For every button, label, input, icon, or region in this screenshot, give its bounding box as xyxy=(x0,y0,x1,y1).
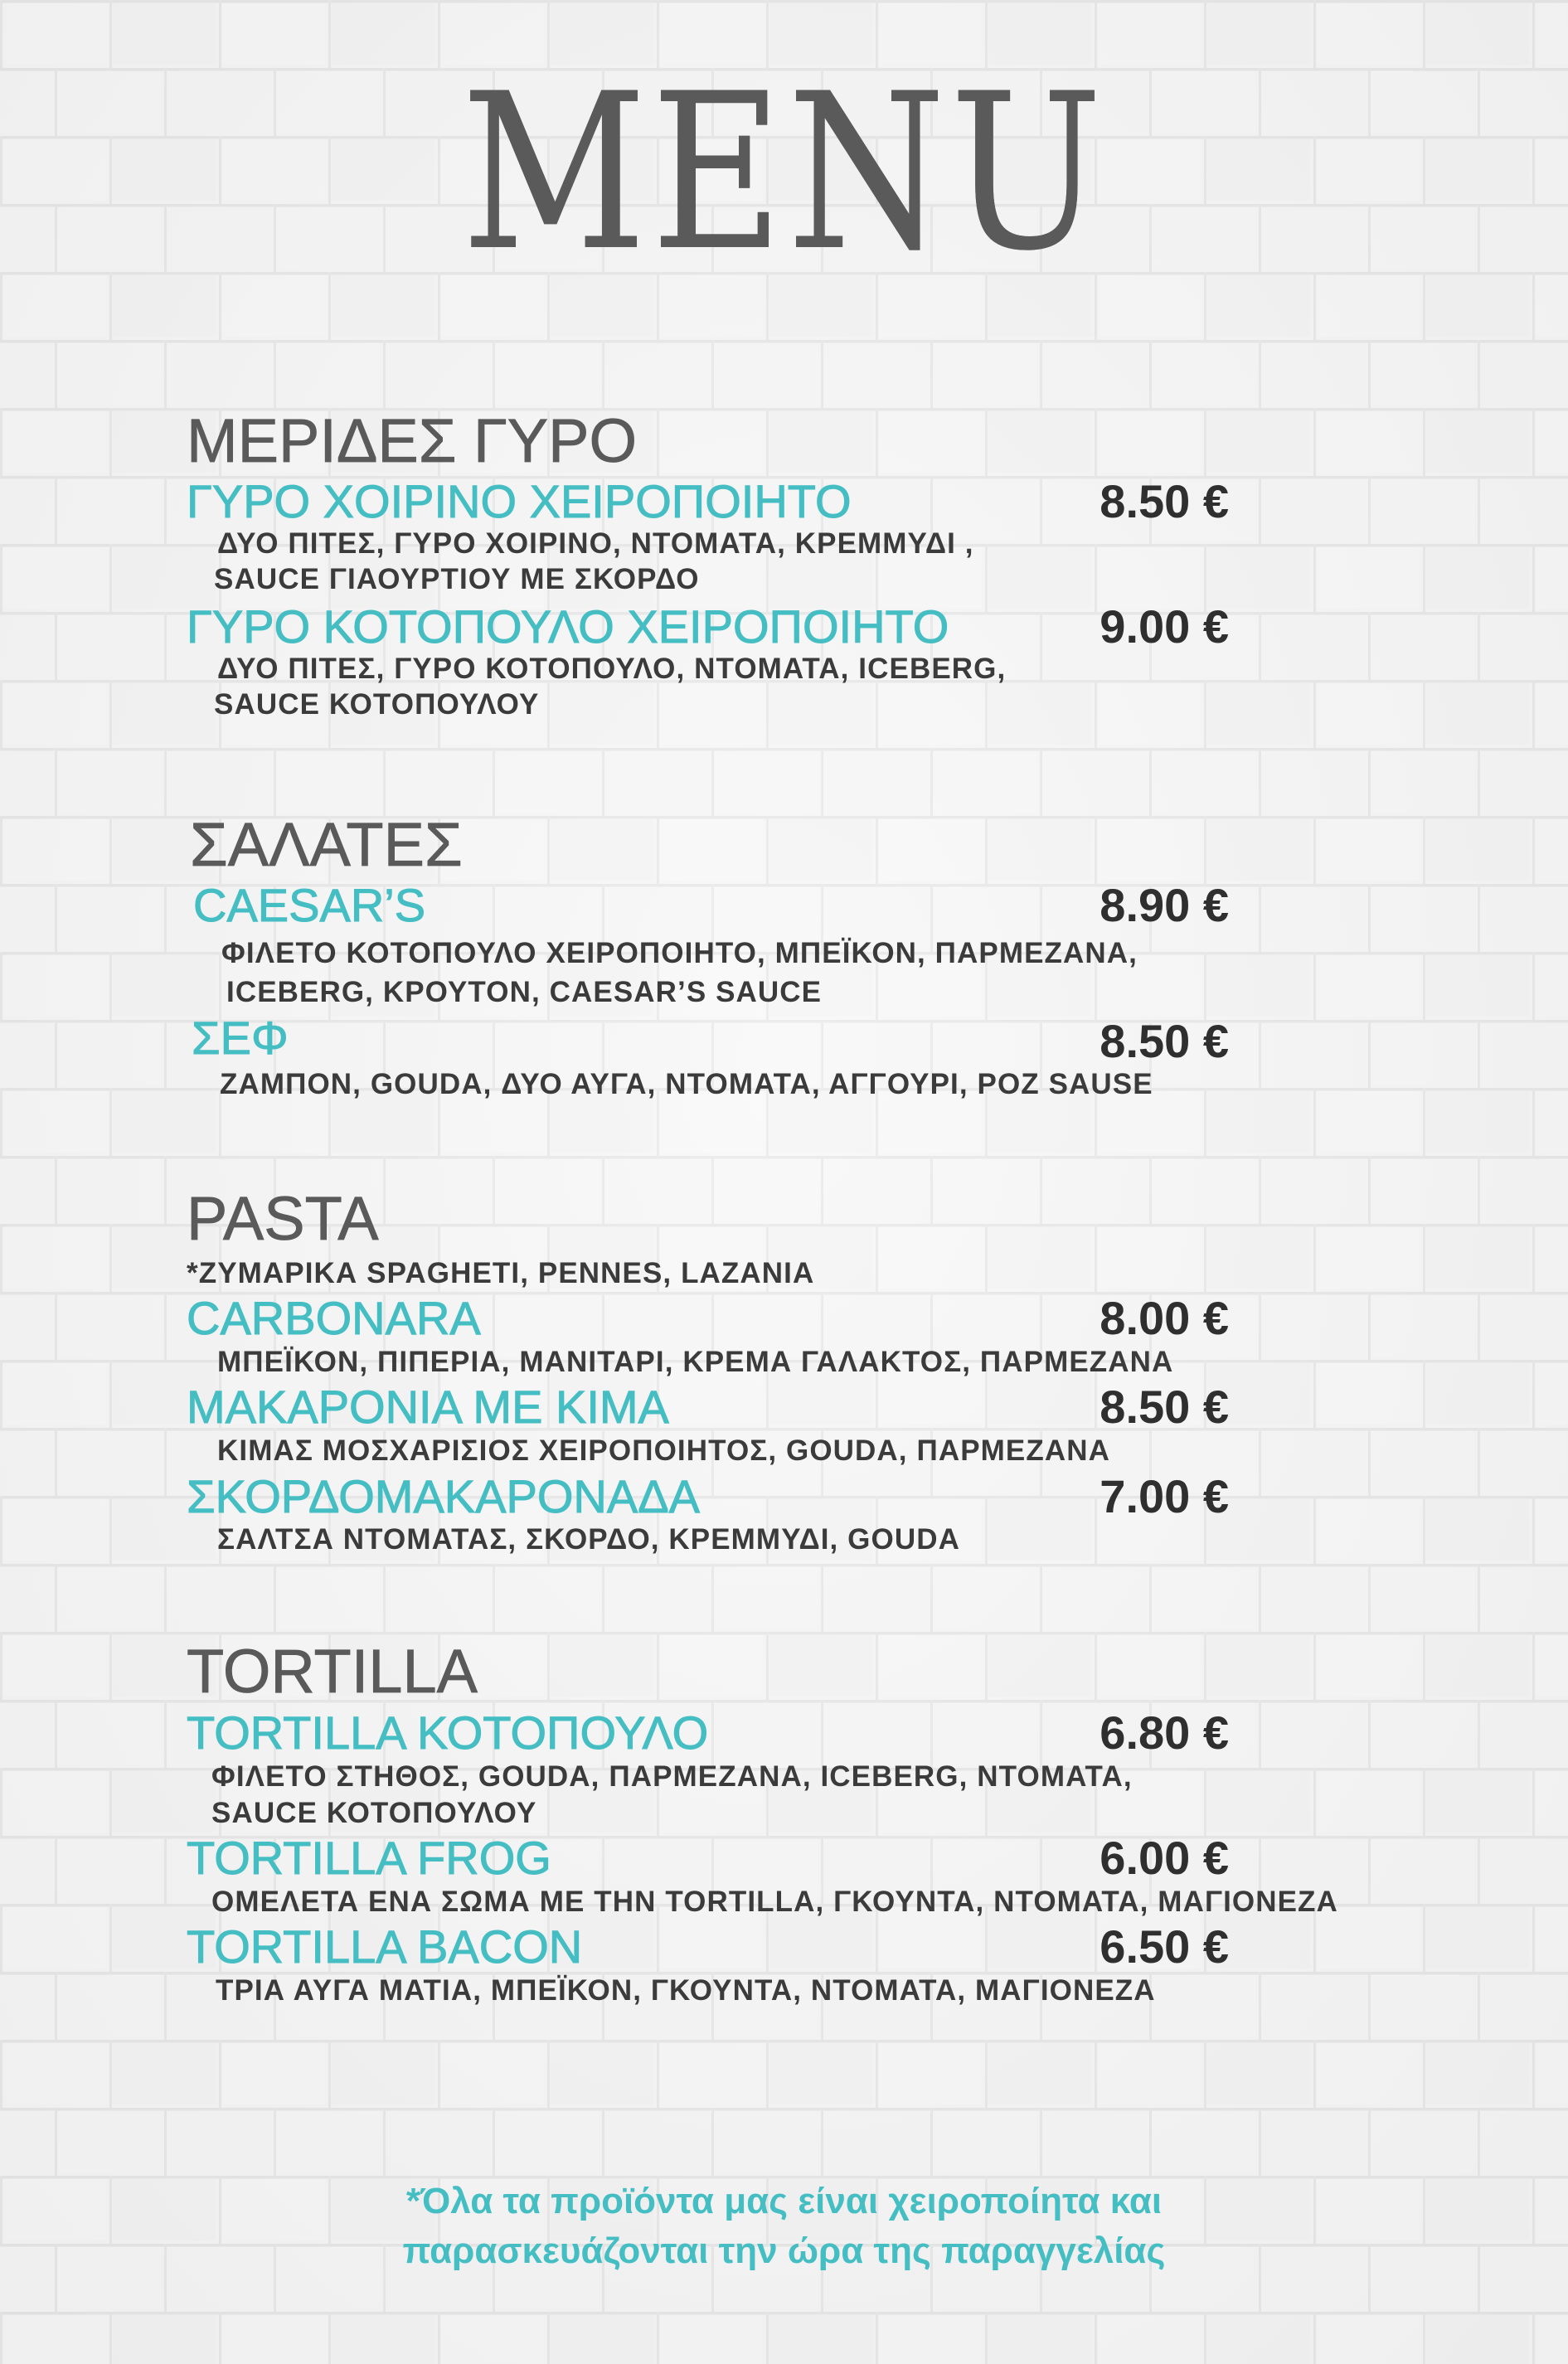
item-description: ΟΜΕΛΕΤΑ ΕΝΑ ΣΩΜΑ ΜΕ ΤΗΝ TORTILLA, ΓΚΟΥΝΤΑ, ΝΤΟΜΑΤΑ, ΜΑΓΙΟΝΕΖΑ xyxy=(211,1886,1338,1918)
item-name: ΜΑΚΑΡΟΝΙΑ ΜΕ ΚΙΜΑ xyxy=(187,1381,669,1433)
section-heading: ΣΑΛΑΤΕΣ xyxy=(190,810,463,879)
item-name: ΣΕΦ xyxy=(192,1012,289,1064)
footer-line: *Όλα τα προϊόντα μας είναι χειροποίητα και xyxy=(405,2181,1163,2221)
item-price: 7.00 € xyxy=(1100,1470,1229,1522)
item-price: 6.80 € xyxy=(1100,1706,1229,1759)
item-price: 8.50 € xyxy=(1100,1015,1229,1067)
item-name: CARBONARA xyxy=(187,1292,481,1344)
item-name: TORTILLA FROG xyxy=(187,1832,551,1884)
item-description: ΔΥΟ ΠΙΤΕΣ, ΓΥΡΟ ΧΟΙΡΙΝΟ, ΝΤΟΜΑΤΑ, ΚΡΕΜΜΥΔΙ , xyxy=(217,527,974,560)
item-description: ΦΙΛΕΤΟ ΣΤΗΘΟΣ, GOUDA, ΠΑΡΜΕΖΑΝΑ, ICEBERG, ΝΤΟΜΑΤΑ, xyxy=(211,1760,1133,1793)
item-description: ΚΙΜΑΣ ΜΟΣΧΑΡΙΣΙΟΣ ΧΕΙΡΟΠΟΙΗΤΟΣ, GOUDA, ΠΑΡΜΕΖΑΝΑ xyxy=(217,1434,1110,1467)
section-note: *ΖΥΜΑΡΙΚΑ SPAGHETI, PENNES, LAZANIA xyxy=(187,1257,815,1289)
item-name: TORTILLA BACON xyxy=(187,1920,583,1973)
item-price: 9.00 € xyxy=(1100,600,1229,653)
item-description: ΔΥΟ ΠΙΤΕΣ, ΓΥΡΟ ΚΟΤΟΠΟΥΛΟ, ΝΤΟΜΑΤΑ, ICEBERG, xyxy=(217,653,1007,685)
section-heading: PASTA xyxy=(187,1184,379,1253)
item-description: ICEBERG, ΚΡΟΥΤΟΝ, CAESAR’S SAUCE xyxy=(226,976,823,1008)
item-name: CAESAR’S xyxy=(193,879,426,931)
footer-line: παρασκευάζονται την ώρα της παραγγελίας xyxy=(402,2231,1166,2271)
section-heading: ΜΕΡΙΔΕΣ ΓΥΡΟ xyxy=(187,406,638,475)
item-name: ΓΥΡΟ ΧΟΙΡΙΝΟ ΧΕΙΡΟΠΟΙΗΤΟ xyxy=(187,475,852,527)
item-price: 6.50 € xyxy=(1100,1920,1229,1973)
item-description: SAUCE ΓΙΑΟΥΡΤΙΟΥ ΜΕ ΣΚΟΡΔΟ xyxy=(214,563,700,595)
item-name: ΣΚΟΡΔΟΜΑΚΑΡΟΝΑΔΑ xyxy=(187,1470,700,1522)
item-price: 8.00 € xyxy=(1100,1292,1229,1344)
item-description: ΣΑΛΤΣΑ ΝΤΟΜΑΤΑΣ, ΣΚΟΡΔΟ, ΚΡΕΜΜΥΔΙ, GOUDA xyxy=(217,1523,960,1556)
item-price: 8.90 € xyxy=(1100,879,1229,931)
item-price: 8.50 € xyxy=(1100,475,1229,527)
item-name: TORTILLA ΚΟΤΟΠΟΥΛΟ xyxy=(187,1706,709,1759)
section-heading: TORTILLA xyxy=(187,1637,478,1706)
item-description: ΤΡΙΑ ΑΥΓΑ ΜΑΤΙΑ, ΜΠΕΪΚΟΝ, ΓΚΟΥΝΤΑ, ΝΤΟΜΑΤΑ, ΜΑΓΙΟΝΕΖΑ xyxy=(216,1974,1156,2007)
menu-title: MENU xyxy=(461,48,1107,299)
item-description: ΜΠΕΪΚΟΝ, ΠΙΠΕΡΙΑ, ΜΑΝΙΤΑΡΙ, ΚΡΕΜΑ ΓΑΛΑΚΤΟΣ, ΠΑΡΜΕΖΑΝΑ xyxy=(217,1346,1174,1378)
item-description: ΦΙΛΕΤΟ ΚΟΤΟΠΟΥΛΟ ΧΕΙΡΟΠΟΙΗΤΟ, ΜΠΕΪΚΟΝ, ΠΑΡΜΕΖΑΝΑ, xyxy=(221,937,1138,969)
item-name: ΓΥΡΟ ΚΟΤΟΠΟΥΛΟ ΧΕΙΡΟΠΟΙΗΤΟ xyxy=(187,600,949,653)
item-description: SAUCE ΚΟΤΟΠΟΥΛΟΥ xyxy=(211,1797,537,1829)
item-price: 6.00 € xyxy=(1100,1832,1229,1884)
item-description: SAUCE ΚΟΤΟΠΟΥΛΟΥ xyxy=(214,688,540,721)
item-description: ΖΑΜΠΟΝ, GOUDA, ΔΥΟ ΑΥΓΑ, ΝΤΟΜΑΤΑ, ΑΓΓΟΥΡΙ, ΡΟΖ SAUSE xyxy=(220,1068,1153,1100)
item-price: 8.50 € xyxy=(1100,1381,1229,1433)
